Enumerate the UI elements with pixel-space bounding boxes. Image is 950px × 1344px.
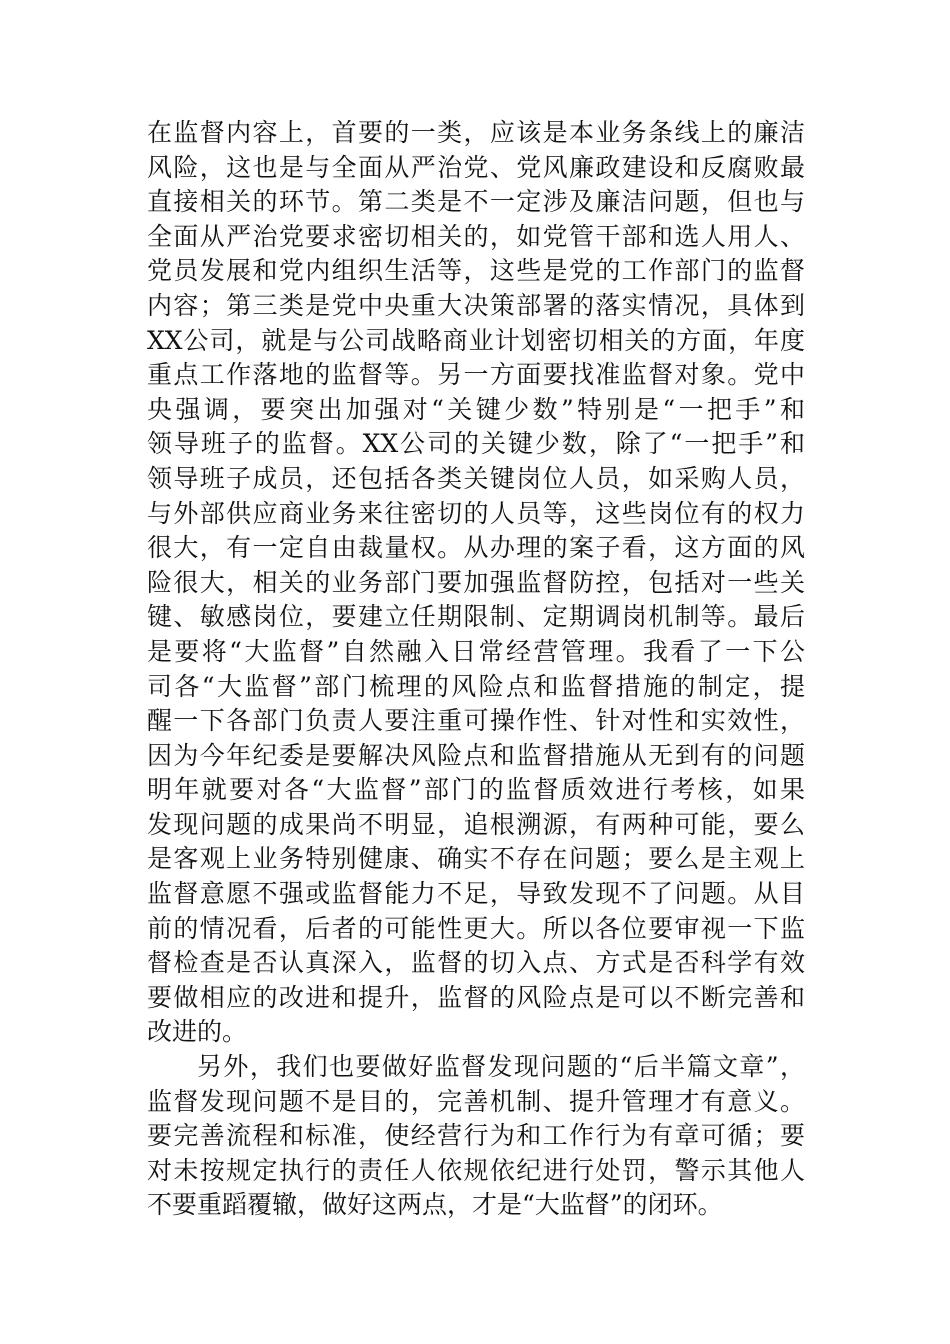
text-line: 很大，有一定自由裁量权。从办理的案子看，这方面的风 — [147, 533, 805, 563]
text-line: 督检查是否认真深入，监督的切入点、方式是否科学有效 — [147, 948, 805, 978]
text-line: 直接相关的环节。第二类是不一定涉及廉洁问题，但也与 — [147, 187, 805, 217]
text-line: 监督发现问题不是目的，完善机制、提升管理才有意义。 — [147, 1086, 805, 1116]
text-line: 要做相应的改进和提升，监督的风险点是可以不断完善和 — [147, 982, 805, 1012]
text-line: 司各“大监督”部门梳理的风险点和监督措施的制定，提 — [147, 671, 805, 701]
text-line: 对未按规定执行的责任人依规依纪进行处罚，警示其他人 — [147, 1155, 805, 1185]
text-line: 因为今年纪委是要解决风险点和监督措施从无到有的问题 — [147, 740, 805, 770]
text-line: 全面从严治党要求密切相关的，如党管干部和选人用人、 — [147, 221, 805, 251]
text-line: 领导班子的监督。XX公司的关键少数，除了“一把手”和 — [147, 429, 805, 459]
paragraph-end-line: 不要重蹈覆辙，做好这两点，才是“大监督”的闭环。 — [147, 1190, 723, 1220]
text-line: 要完善流程和标准，使经营行为和工作行为有章可循；要 — [147, 1121, 805, 1151]
text-line: XX公司，就是与公司战略商业计划密切相关的方面，年度 — [147, 325, 805, 355]
text-line: 醒一下各部门负责人要注重可操作性、针对性和实效性， — [147, 706, 805, 736]
text-line: 内容；第三类是党中央重大决策部署的落实情况，具体到 — [147, 290, 805, 320]
text-line: 重点工作落地的监督等。另一方面要找准监督对象。党中 — [147, 360, 805, 390]
text-line: 是要将“大监督”自然融入日常经营管理。我看了一下公 — [147, 636, 805, 666]
text-line: 前的情况看，后者的可能性更大。所以各位要审视一下监 — [147, 913, 805, 943]
document-body — [147, 116, 805, 1223]
text-line: 险很大，相关的业务部门要加强监督防控，包括对一些关 — [147, 567, 805, 597]
text-line: 发现问题的成果尚不明显，追根溯源，有两种可能，要么 — [147, 809, 805, 839]
text-line: 央强调，要突出加强对“关键少数”特别是“一把手”和 — [147, 394, 806, 424]
text-line: 明年就要对各“大监督”部门的监督质效进行考核，如果 — [147, 775, 805, 805]
text-line: 是客观上业务特别健康、确实不存在问题；要么是主观上 — [147, 844, 805, 874]
paragraph-start-line: 另外，我们也要做好监督发现问题的“后半篇文章”， — [197, 1052, 805, 1082]
text-line: 监督意愿不强或监督能力不足，导致发现不了问题。从目 — [147, 879, 805, 909]
paragraph-end-line: 改进的。 — [147, 1017, 248, 1047]
text-line: 风险，这也是与全面从严治党、党风廉政建设和反腐败最 — [147, 152, 805, 182]
text-line: 在监督内容上，首要的一类，应该是本业务条线上的廉洁 — [147, 118, 805, 147]
text-line: 党员发展和党内组织生活等，这些是党的工作部门的监督 — [147, 256, 805, 286]
text-line: 与外部供应商业务来往密切的人员等，这些岗位有的权力 — [147, 498, 805, 528]
text-line: 领导班子成员，还包括各类关键岗位人员，如采购人员， — [147, 463, 805, 493]
text-line: 键、敏感岗位，要建立任期限制、定期调岗机制等。最后 — [147, 602, 805, 632]
